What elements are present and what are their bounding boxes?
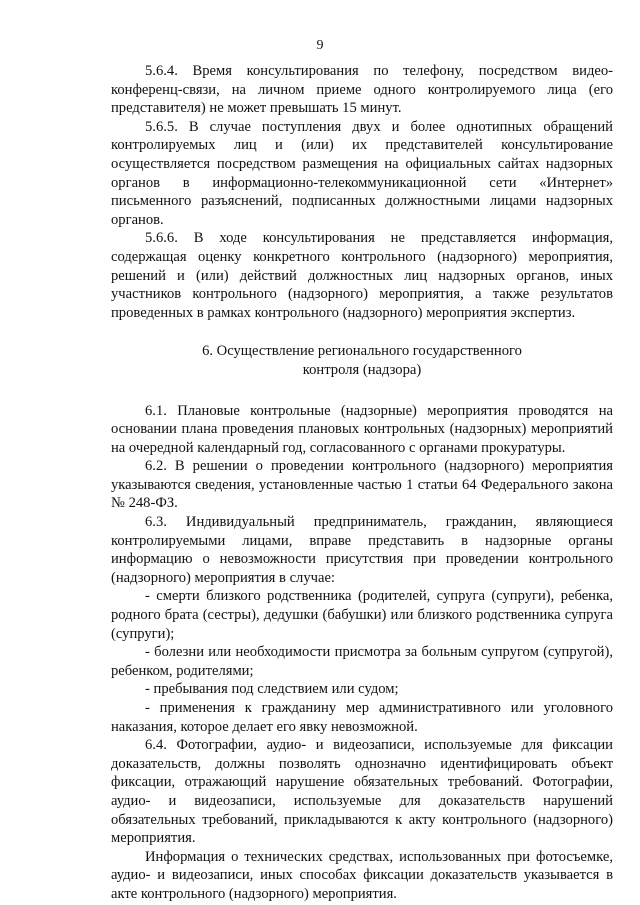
paragraph-5-6-5: 5.6.5. В случае поступления двух и более однотипных обращений контролируемых лиц и (или) их представителей консультирование осуществляется посредством размещения на официальных сайтах надзорных органов в информационно-телекоммуникационной сети «Интернет» письменного разъяснений, подписанных должностными лицами надзорных органов. [111, 118, 613, 228]
list-item-death: - смерти близкого родственника (родителей, супруга (супруги), ребенка, родного брата (сестры), дедушки (бабушки) или близкого родственника супруга (супруги); [111, 588, 613, 642]
paragraph-6-1: 6.1. Плановые контрольные (надзорные) мероприятия проводятся на основании плана проведения плановых контрольных (надзорных) мероприятий на очередной календарный год, согласованного с органами прокуратуры. [111, 402, 613, 456]
list-item-illness: - болезни или необходимости присмотра за больным супругом (супругой), ребенком, родителями; [111, 644, 613, 679]
section-heading-line-2: контроля (надзора) [302, 361, 422, 378]
section-heading [111, 342, 613, 379]
paragraph-technical-means: Информация о технических средствах, использованных при фотосъемке, аудио- и видеозаписи, иных способах фиксации доказательств указывается в акте контрольного (надзорного) мероприятия. [111, 848, 613, 902]
paragraph-6-3: 6.3. Индивидуальный предприниматель, гражданин, являющиеся контролируемыми лицами, вправе представить в надзорные органы информацию о невозможности присутствия при проведении контрольного (надзорного) мероприятия в случае: [111, 514, 613, 586]
list-item-punishment: - применения к гражданину мер административного или уголовного наказания, которое делает его явку невозможной. [111, 700, 613, 735]
paragraph-6-2: 6.2. В решении о проведении контрольного (надзорного) мероприятия указываются сведения, установленные частью 1 статьи 64 Федерального закона № 248-ФЗ. [111, 458, 613, 512]
document-body [111, 62, 613, 904]
page-number: 9 [316, 38, 324, 53]
section-heading-line-1: 6. Осуществление регионального государственного [202, 343, 522, 360]
paragraph-5-6-4: 5.6.4. Время консультирования по телефону, посредством видео-конференц-связи, на личном приеме одного контролируемого лица (его представителя) не может превышать 15 минут. [111, 63, 613, 117]
paragraph-6-4: 6.4. Фотографии, аудио- и видеозаписи, используемые для фиксации доказательств, должны позволять однозначно идентифицировать объект фиксации, отражающий нарушение обязательных требований. Фотографии, аудио- и видеозаписи, используемые для доказательств нарушений обязательных требований, прикладываются к акту контрольного (надзорного) мероприятия. [111, 737, 613, 847]
paragraph-5-6-6: 5.6.6. В ходе консультирования не представляется информация, содержащая оценку конкретного контрольного (надзорного) мероприятия, решений и (или) действий должностных лиц надзорных органов, иных участников контрольного (надзорного) мероприятия, а также результатов проведенных в рамках контрольного (надзорного) мероприятия экспертиз. [111, 230, 613, 321]
list-item-investigation: - пребывания под следствием или судом; [145, 681, 399, 698]
